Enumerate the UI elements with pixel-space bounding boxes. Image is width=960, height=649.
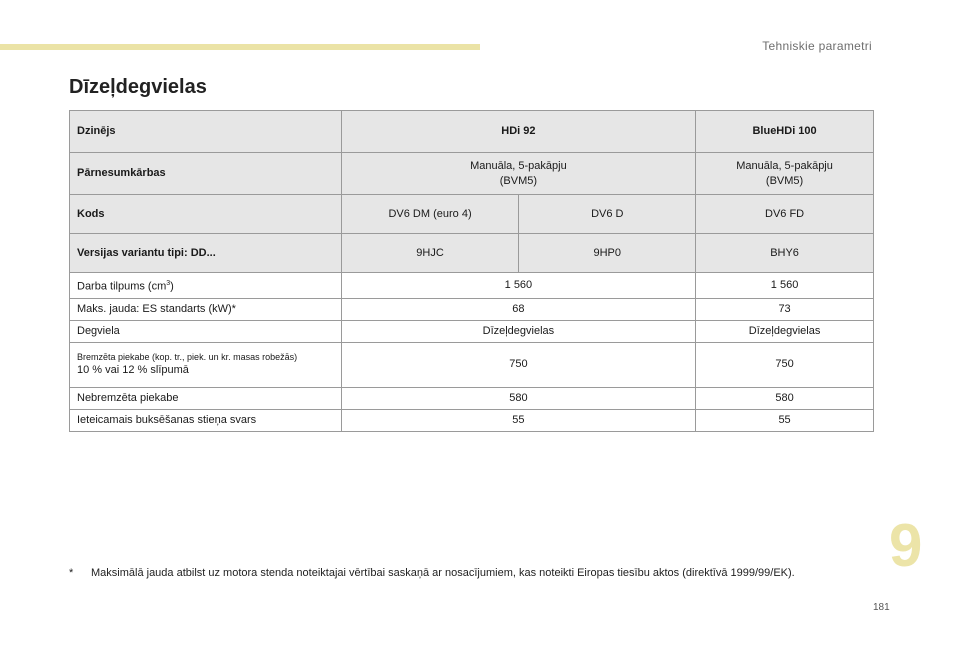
- row-label: Kods: [70, 195, 342, 234]
- table-cell: 750: [696, 342, 874, 387]
- table-row-unbraked-trailer: [70, 387, 874, 409]
- table-cell: [696, 153, 874, 195]
- table-cell: 55: [696, 409, 874, 431]
- col-header-hdi92: HDi 92: [341, 111, 695, 153]
- row-label: Nebremzēta piekabe: [70, 387, 342, 409]
- row-label: Pārnesumkārbas: [70, 153, 342, 195]
- row-label: Versijas variantu tipi: DD...: [70, 234, 342, 273]
- table-row-variants: [70, 234, 874, 273]
- label-text: 10 % vai 12 % slīpumā: [77, 363, 189, 376]
- row-label: [70, 273, 342, 299]
- table-cell: 9HP0: [519, 234, 696, 273]
- spec-table: [69, 110, 874, 432]
- table-cell: 1 560: [341, 273, 695, 299]
- cell-line: Manuāla, 5-pakāpju: [736, 159, 833, 172]
- footnote-marker: *: [69, 567, 74, 579]
- table-cell: 9HJC: [341, 234, 519, 273]
- table-cell: 750: [341, 342, 695, 387]
- table-cell: 580: [696, 387, 874, 409]
- accent-bar: [0, 44, 480, 50]
- footnote-text: Maksimālā jauda atbilst uz motora stenda noteiktajai vērtībai saskaņā ar nosacījumiem, kas noteikti Eiropas tiesību aktos (direktīvā 1999/99/EK).: [91, 567, 795, 579]
- cell-line: Manuāla, 5-pakāpju: [470, 159, 567, 172]
- section-title: Tehniskie parametri: [762, 39, 872, 53]
- table-row-gearbox: [70, 153, 874, 195]
- table-row-capacity: [70, 273, 874, 299]
- page-heading: Dīzeļdegvielas: [69, 76, 207, 98]
- table-row-codes: [70, 195, 874, 234]
- row-label: Ieteicamais buksēšanas stieņa svars: [70, 409, 342, 431]
- table-cell: 73: [696, 298, 874, 320]
- table-cell: Dīzeļdegvielas: [341, 320, 695, 342]
- label-text: Bremzēta piekabe (kop. tr., piek. un kr. masas robežās): [77, 351, 298, 362]
- row-label: Degviela: [70, 320, 342, 342]
- label-text: ): [170, 280, 174, 293]
- label-text: Darba tilpums (cm: [77, 280, 167, 293]
- chapter-number: 9: [889, 512, 923, 579]
- table-cell: 580: [341, 387, 695, 409]
- table-row-power: [70, 298, 874, 320]
- table-row-towbar-weight: [70, 409, 874, 431]
- table-cell: DV6 D: [519, 195, 696, 234]
- table-row-fuel: [70, 320, 874, 342]
- table-cell: 1 560: [696, 273, 874, 299]
- row-label: Dzinējs: [70, 111, 342, 153]
- row-label: [70, 342, 342, 387]
- table-cell: 68: [341, 298, 695, 320]
- table-cell: [341, 153, 695, 195]
- table-cell: Dīzeļdegvielas: [696, 320, 874, 342]
- table-cell: DV6 DM (euro 4): [341, 195, 519, 234]
- row-label: Maks. jauda: ES standarts (kW)*: [70, 298, 342, 320]
- table-cell: DV6 FD: [696, 195, 874, 234]
- cell-line: (BVM5): [499, 174, 538, 187]
- superscript: 3: [166, 280, 171, 287]
- page-number: 181: [873, 602, 890, 613]
- footnote: [69, 567, 795, 579]
- table-row-engine: [70, 111, 874, 153]
- col-header-bluehdi100: BlueHDi 100: [696, 111, 874, 153]
- table-cell: BHY6: [696, 234, 874, 273]
- table-row-braked-trailer: [70, 342, 874, 387]
- table-cell: 55: [341, 409, 695, 431]
- cell-line: (BVM5): [765, 174, 804, 187]
